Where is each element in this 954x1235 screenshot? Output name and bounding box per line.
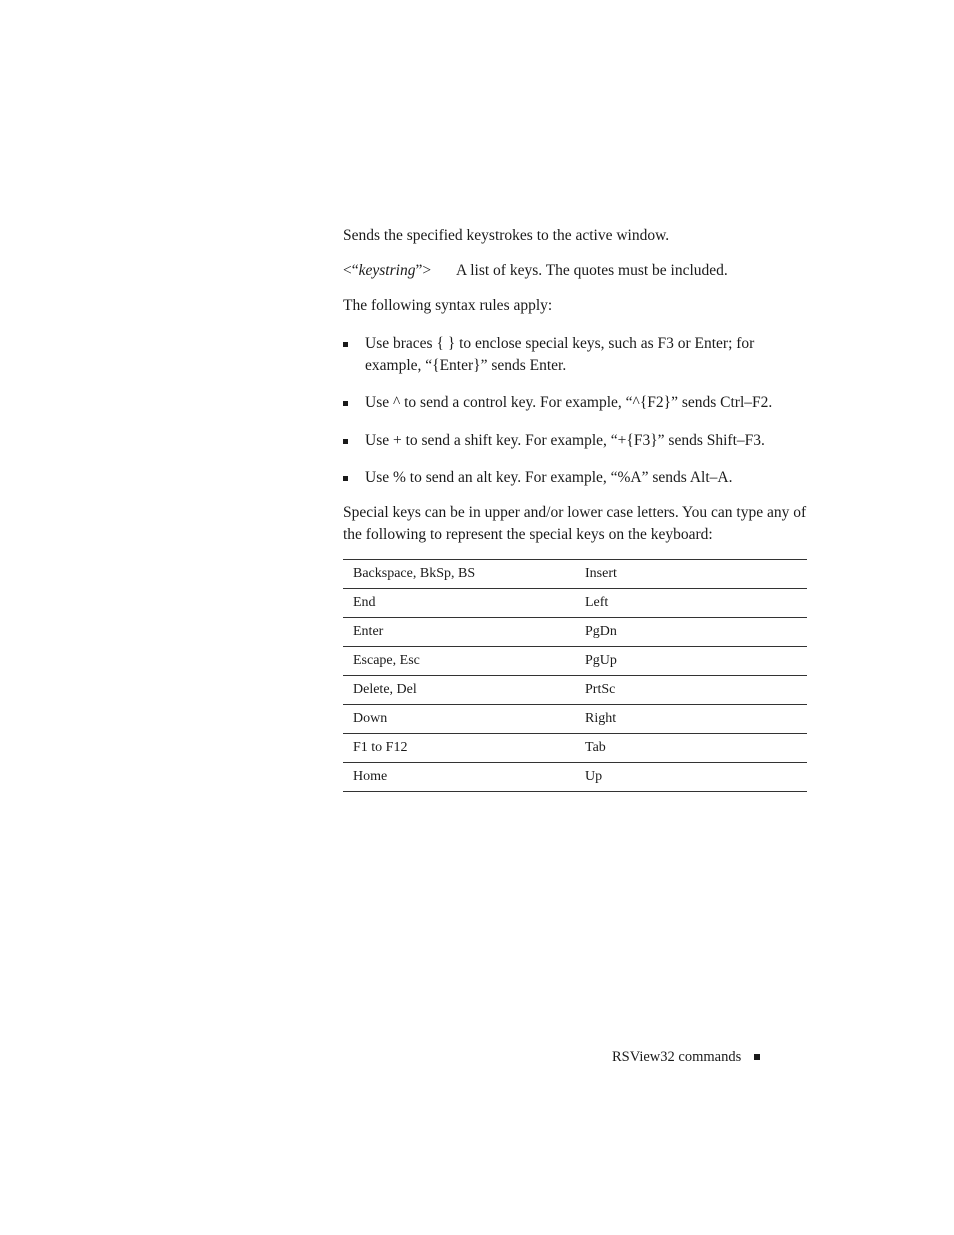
table-cell: Down: [343, 705, 575, 734]
table-row: [343, 560, 807, 589]
table-row: [343, 589, 807, 618]
table-row: [343, 734, 807, 763]
list-item-text: Use ^ to send a control key. For example, “^{F2}” sends Ctrl–F2.: [365, 394, 773, 411]
parameter-description: A list of keys. The quotes must be included.: [456, 262, 728, 279]
list-item-text: Use % to send an alt key. For example, “%A” sends Alt–A.: [365, 469, 733, 486]
table-cell: Up: [575, 763, 807, 792]
description-text: Sends the specified keystrokes to the active window.: [343, 227, 670, 244]
table-cell: End: [343, 589, 575, 618]
special-keys-intro: Special keys can be in upper and/or lower case letters. You can type any of the following to represent the special keys on the keyboard:: [343, 504, 807, 543]
parameter-name-italic: keystring: [358, 262, 416, 279]
table-cell: Right: [575, 705, 807, 734]
table-cell: Left: [575, 589, 807, 618]
table-row: [343, 705, 807, 734]
bullet-marker: [343, 476, 348, 481]
bullet-marker: [343, 401, 348, 406]
table-cell: F1 to F12: [343, 734, 575, 763]
bullet-marker: [343, 439, 348, 444]
table-cell: PgDn: [575, 618, 807, 647]
page-footer: RSView32 commands: [612, 1049, 742, 1065]
table-cell: Insert: [575, 560, 807, 589]
table-row: [343, 618, 807, 647]
table-row: [343, 763, 807, 792]
table-row: [343, 676, 807, 705]
rules-intro: The following syntax rules apply:: [343, 297, 553, 314]
table-cell: PrtSc: [575, 676, 807, 705]
bullet-marker: [343, 342, 348, 347]
table-cell: Delete, Del: [343, 676, 575, 705]
table-cell: Enter: [343, 618, 575, 647]
table-cell: Tab: [575, 734, 807, 763]
parameter-name: <“keystring”>: [343, 262, 432, 279]
table-cell: PgUp: [575, 647, 807, 676]
list-item-text: Use braces { } to enclose special keys, such as F3 or Enter; for example, “{Enter}” sends Enter.: [365, 335, 755, 374]
footer-square-icon: [754, 1054, 760, 1060]
parameter-row: [343, 260, 813, 282]
table-cell: Home: [343, 763, 575, 792]
table-cell: Escape, Esc: [343, 647, 575, 676]
special-keys-table: [343, 559, 807, 792]
table-row: [343, 647, 807, 676]
table-cell: Backspace, BkSp, BS: [343, 560, 575, 589]
list-item-text: Use + to send a shift key. For example, “+{F3}” sends Shift–F3.: [365, 432, 765, 449]
